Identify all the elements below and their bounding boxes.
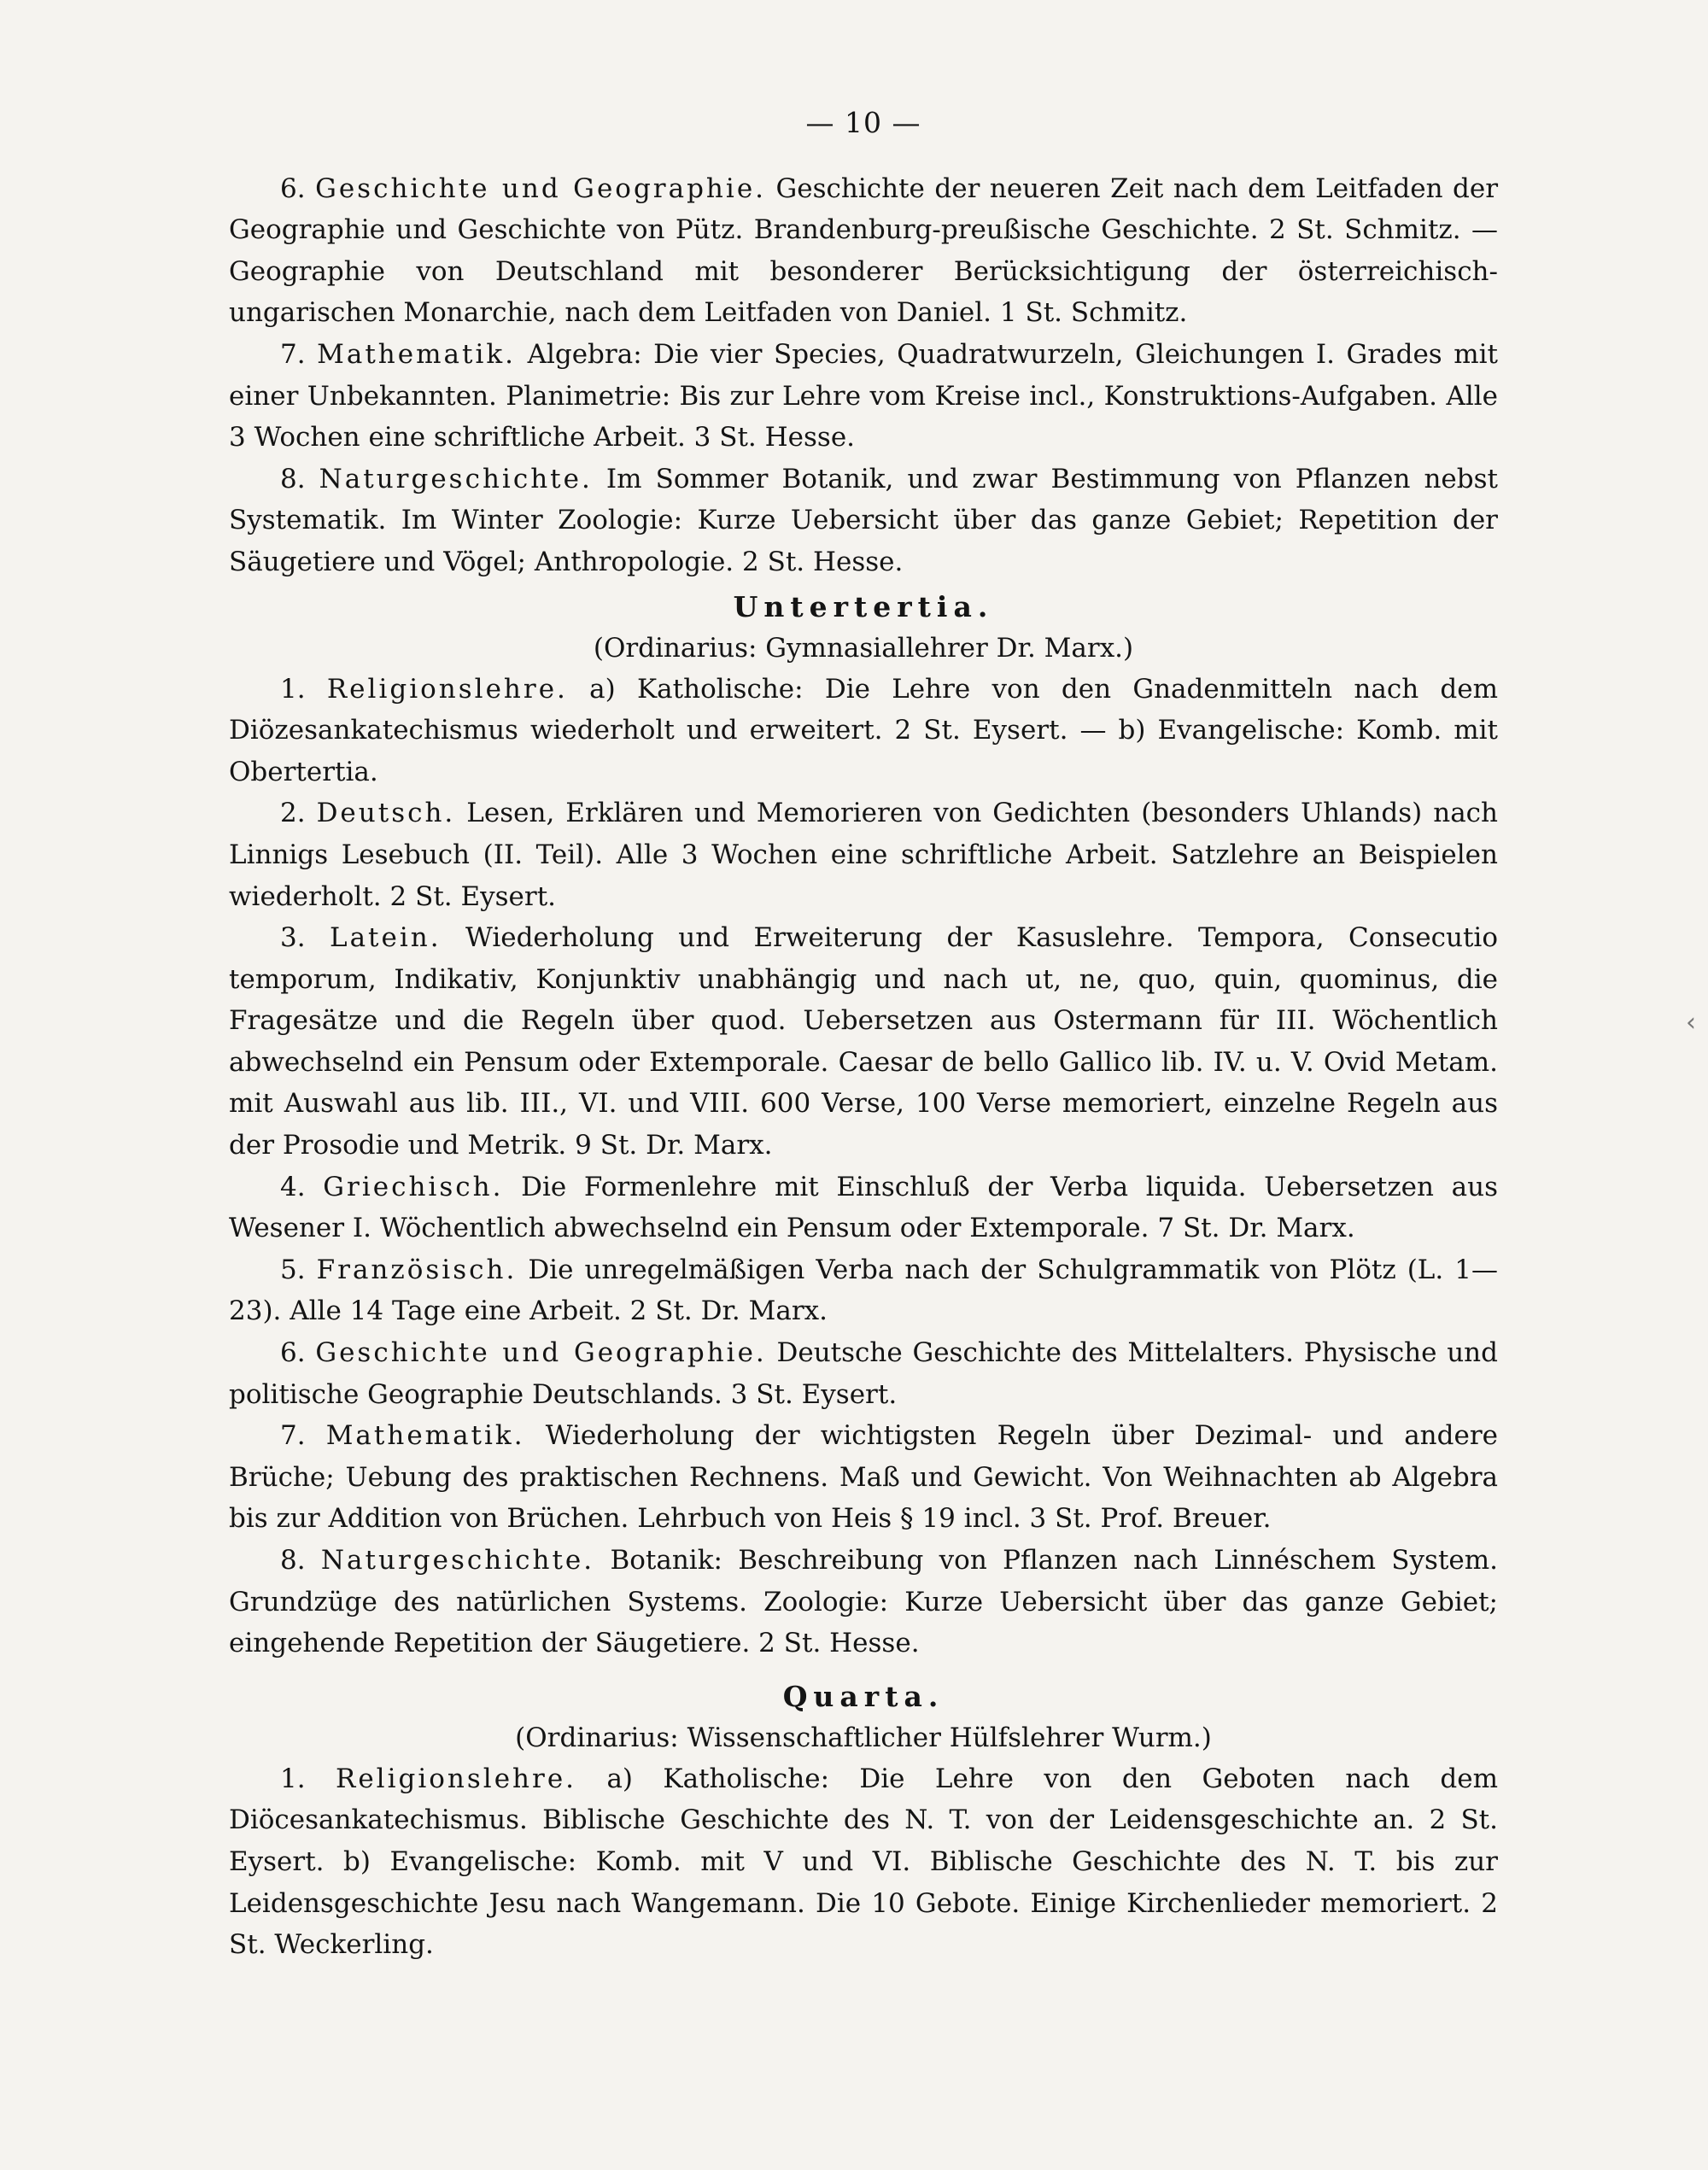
item-subject: Deutsch. [316, 798, 456, 829]
item-subject: Mathematik. [317, 338, 517, 370]
list-item [229, 1415, 1498, 1540]
item-number: 7. [280, 1420, 306, 1452]
list-item [229, 334, 1498, 459]
list-item [229, 1540, 1498, 1664]
item-subject: Naturgeschichte. [320, 1545, 595, 1576]
item-number: 1. [280, 1763, 306, 1794]
item-number: 8. [280, 463, 306, 494]
item-subject: Griechisch. [323, 1171, 504, 1202]
item-subject: Latein. [329, 922, 442, 954]
item-number: 3. [280, 922, 306, 954]
item-text: Die Formenlehre mit Einschluß der Verba liquida. Uebersetzen aus Wesener I. Wöchentlich abwechselnd ein Pensum oder Extemporale. 7 St. Dr. Marx. [229, 1171, 1499, 1244]
item-subject: Religionslehre. [326, 673, 568, 705]
item-text: Geschichte der neueren Zeit nach dem Leitfaden der Geographie und Geschichte von Pütz. Brandenburg-preußische Geschichte. 2 St. Schmitz. — Geographie von Deutschland mit besonderer Berücksichtigung der österreichisch-ungarischen Monarchie, nach dem Leitfaden von Daniel. 1 St. Schmitz. [229, 173, 1499, 329]
section-heading-untertertia: Untertertia. [733, 589, 994, 623]
item-text: a) Katholische: Die Lehre von den Geboten nach dem Diöcesankatechismus. Biblische Geschichte des N. T. von der Leidensgeschichte an. 2 St. Eysert. b) Evangelische: Komb. mit V und VI. Biblische Geschichte des N. T. bis zur Leidensgeschichte Jesu nach Wangemann. Die 10 Gebote. Einige Kirchenlieder memoriert. 2 St. Weckerling. [229, 1763, 1499, 1961]
list-item [229, 168, 1498, 334]
item-number: 7. [280, 338, 306, 370]
item-subject: Geschichte und Geographie. [315, 1337, 767, 1369]
item-text: a) Katholische: Die Lehre von den Gnadenmitteln nach dem Diözesankatechismus wiederholt und erweitert. 2 St. Eysert. — b) Evangelische: Komb. mit Obertertia. [229, 673, 1499, 787]
ordinarius-line: (Ordinarius: Wissenschaftlicher Hülfslehrer Wurm.) [515, 1722, 1212, 1753]
list-item [229, 1758, 1498, 1966]
item-text: Wiederholung und Erweiterung der Kasuslehre. Tempora, Consecutio temporum, Indikativ, Konjunktiv unabhängig und nach ut, ne, quo, quin, quominus, die Fragesätze und die Regeln über quod. Uebersetzen aus Ostermann für III. Wöchentlich abwechselnd ein Pensum oder Extemporale. Caesar de bello Gallico lib. IV. u. V. Ovid Metam. mit Auswahl aus lib. III., VI. und VIII. 600 Verse, 100 Verse memoriert, einzelne Regeln aus der Prosodie und Metrik. 9 St. Dr. Marx. [229, 922, 1499, 1161]
item-subject: Mathematik. [325, 1420, 525, 1452]
item-text: Deutsche Geschichte des Mittelalters. Physische und politische Geographie Deutschlands. 3 St. Eysert. [229, 1337, 1498, 1410]
item-text: Im Sommer Botanik, und zwar Bestimmung von Pflanzen nebst Systematik. Im Winter Zoologie: Kurze Uebersicht über das ganze Gebiet; Repetition der Säugetiere und Vögel; Anthropologie. 2 St. Hesse. [229, 463, 1498, 577]
item-number: 6. [280, 173, 306, 204]
list-item [229, 1249, 1498, 1332]
item-text: Wiederholung der wichtigsten Regeln über Dezimal- und andere Brüche; Uebung des praktischen Rechnens. Maß und Gewicht. Von Weihnachten ab Algebra bis zur Addition von Brüchen. Lehrbuch von Heis § 19 incl. 3 St. Prof. Breuer. [229, 1420, 1498, 1535]
item-number: 4. [280, 1171, 306, 1202]
item-number: 2. [280, 798, 306, 829]
list-item [229, 459, 1498, 583]
list-item [229, 669, 1498, 793]
item-number: 5. [280, 1254, 306, 1285]
item-subject: Geschichte und Geographie. [315, 173, 767, 204]
list-item [229, 917, 1498, 1167]
item-subject: Französisch. [316, 1254, 518, 1285]
binding-tear-mark: ‹ [1686, 1008, 1696, 1038]
list-item [229, 1332, 1498, 1415]
item-text: Die unregelmäßigen Verba nach der Schulgrammatik von Plötz (L. 1—23). Alle 14 Tage eine Arbeit. 2 St. Dr. Marx. [229, 1254, 1498, 1327]
page-content [229, 102, 1498, 1966]
list-item [229, 1167, 1498, 1249]
item-text: Lesen, Erklären und Memorieren von Gedichten (besonders Uhlands) nach Linnigs Lesebuch (II. Teil). Alle 3 Wochen eine schriftliche Arbeit. Satzlehre an Beispielen wiederholt. 2 St. Eysert. [229, 798, 1499, 912]
page-number: — 10 — [805, 106, 921, 139]
item-subject: Naturgeschichte. [319, 463, 593, 494]
ordinarius-line: (Ordinarius: Gymnasiallehrer Dr. Marx.) [593, 632, 1134, 664]
section-heading-quarta: Quarta. [782, 1679, 945, 1713]
list-item [229, 793, 1498, 917]
item-number: 6. [280, 1337, 306, 1369]
item-text: Botanik: Beschreibung von Pflanzen nach Linnéschem System. Grundzüge des natürlichen Systems. Zoologie: Kurze Uebersicht über das ganze Gebiet; eingehende Repetition der Säugetiere. 2 St. Hesse. [229, 1545, 1499, 1659]
item-number: 1. [280, 673, 306, 705]
item-number: 8. [280, 1545, 306, 1576]
item-text: Algebra: Die vier Species, Quadratwurzeln, Gleichungen I. Grades mit einer Unbekannten. Planimetrie: Bis zur Lehre vom Kreise incl., Konstruktions-Aufgaben. Alle 3 Wochen eine schriftliche Arbeit. 3 St. Hesse. [229, 338, 1499, 453]
item-subject: Religionslehre. [335, 1763, 577, 1794]
